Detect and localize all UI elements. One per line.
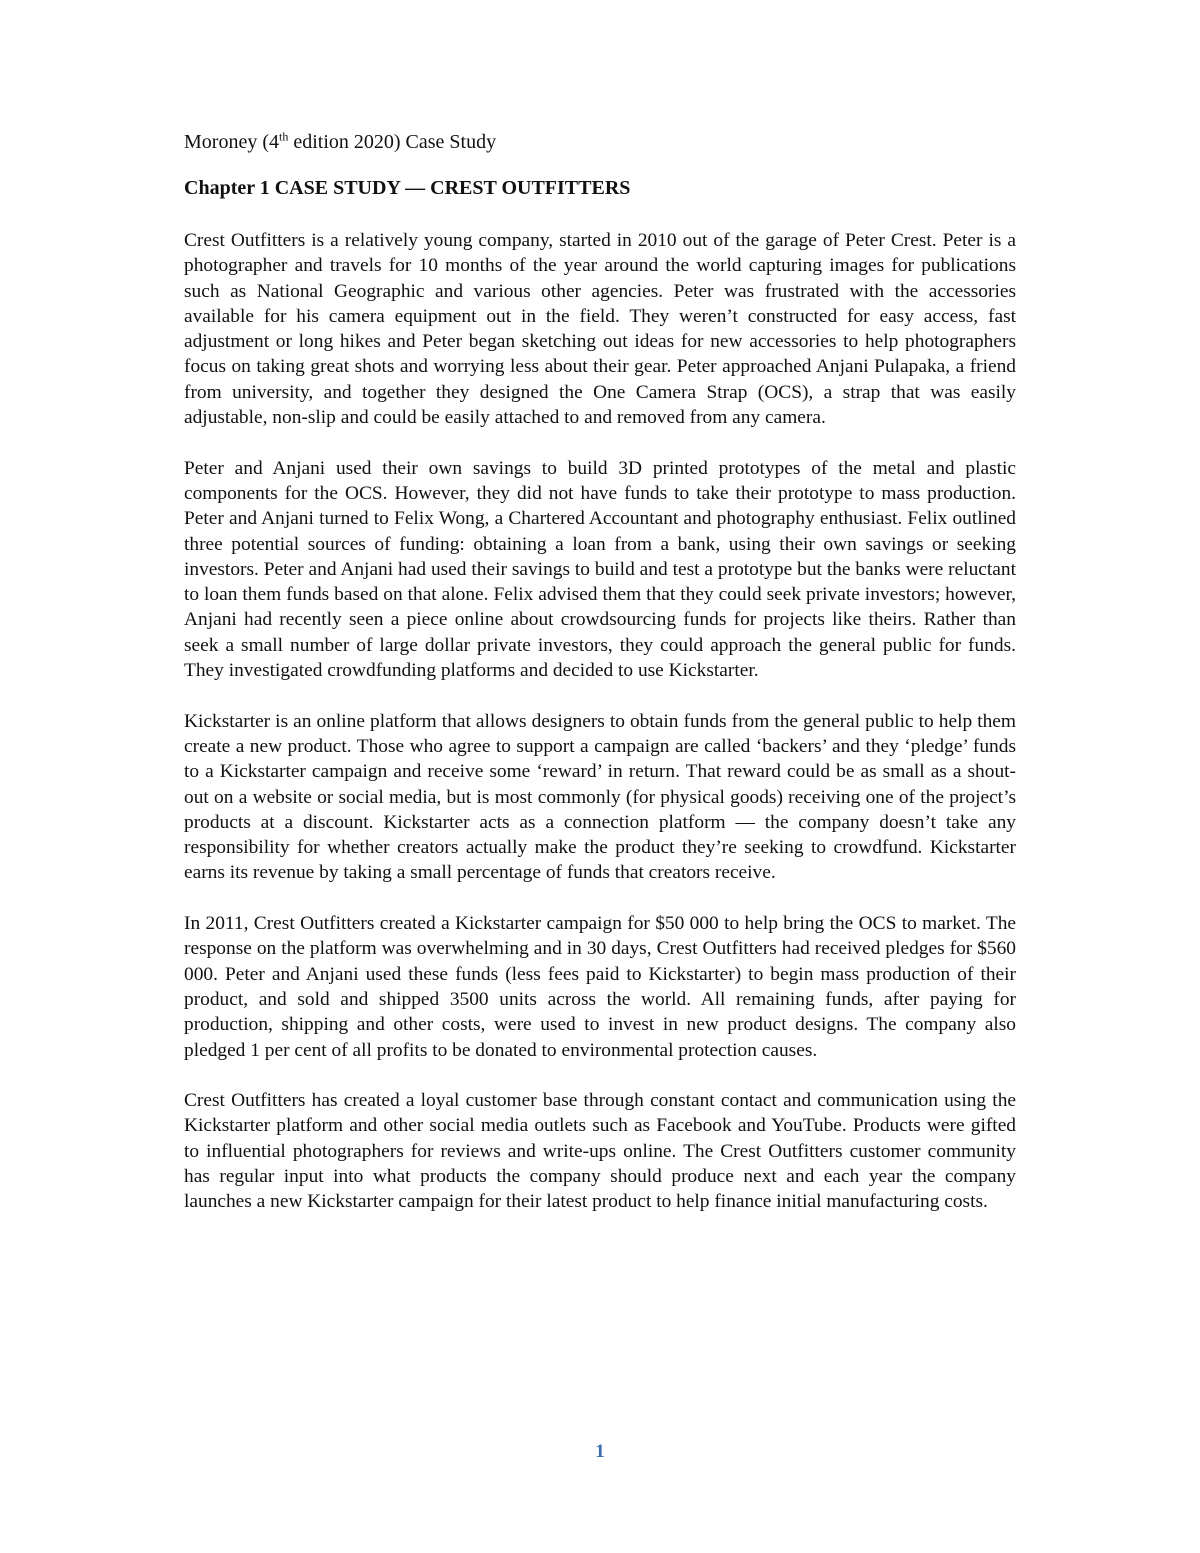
edition-superscript: th <box>278 129 289 144</box>
page-number: 1 <box>595 1441 605 1462</box>
source-suffix: edition 2020) Case Study <box>288 131 497 153</box>
document-body <box>184 130 1016 1215</box>
paragraph-campaign-results: In 2011, Crest Outfitters created a Kickstarter campaign for $50 000 to help bring the OCS to market. The response on the platform was overwhelming and in 30 days, Crest Outfitters had received pledges for $560 000. Peter and Anjani used these funds (less fees paid to Kickstarter) to begin mass production of their product, and sold and shipped 3500 units across the world. All remaining funds, after paying for production, shipping and other costs, were used to invest in new product designs. The company also pledged 1 per cent of all profits to be donated to environmental protection causes. <box>184 913 1016 1061</box>
paragraph-funding-options: Peter and Anjani used their own savings to build 3D printed prototypes of the metal and plastic components for the OCS. However, they did not have funds to take their prototype to mass production. Peter and Anjani turned to Felix Wong, a Chartered Accountant and photography enthusiast. Felix outlined three potential sources of funding: obtaining a loan from a bank, using their own savings or seeking investors. Peter and Anjani had used their savings to build and test a prototype but the banks were reluctant to loan them funds based on that alone. Felix advised them that they could seek private investors; however, Anjani had recently seen a piece online about crowdsourcing funds for projects like theirs. Rather than seek a small number of large dollar private investors, they could approach the general public for funds. They investigated crowdfunding platforms and decided to use Kickstarter. <box>184 457 1016 682</box>
chapter-heading: Chapter 1 CASE STUDY — CREST OUTFITTERS <box>184 177 631 199</box>
source-prefix: Moroney (4 <box>184 131 279 153</box>
paragraph-kickstarter-overview: Kickstarter is an online platform that allows designers to obtain funds from the general public to help them create a new product. Those who agree to support a campaign are called ‘backers’ and they ‘pledge’ funds to a Kickstarter campaign and receive some ‘reward’ in return. That reward could be as small as a shout-out on a website or social media, but is most commonly (for physical goods) receiving one of the project’s products at a discount. Kickstarter acts as a connection platform — the company doesn’t take any responsibility for whether creators actually make the product they’re seeking to crowdfund. Kickstarter earns its revenue by taking a small percentage of funds that creators receive. <box>184 710 1016 884</box>
source-citation <box>184 130 1016 155</box>
paragraph-company-origin: Crest Outfitters is a relatively young company, started in 2010 out of the garage of Peter Crest. Peter is a photographer and travels for 10 months of the year around the world capturing images for publications such as National Geographic and various other agencies. Peter was frustrated with the accessories available for his camera equipment out in the field. They weren’t constructed for easy access, fast adjustment or long hikes and Peter began sketching out ideas for new accessories to help photographers focus on taking great shots and worrying less about their gear. Peter approached Anjani Pulapaka, a friend from university, and together they designed the One Camera Strap (OCS), a strap that was easily adjustable, non-slip and could be easily attached to and removed from any camera. <box>184 230 1016 429</box>
paragraph-customer-community: Crest Outfitters has created a loyal customer base through constant contact and communication using the Kickstarter platform and other social media outlets such as Facebook and YouTube. Products were gifted to influential photographers for reviews and write-ups online. The Crest Outfitters customer community has regular input into what products the company should produce next and each year the company launches a new Kickstarter campaign for their latest product to help finance initial manufacturing costs. <box>184 1090 1016 1213</box>
